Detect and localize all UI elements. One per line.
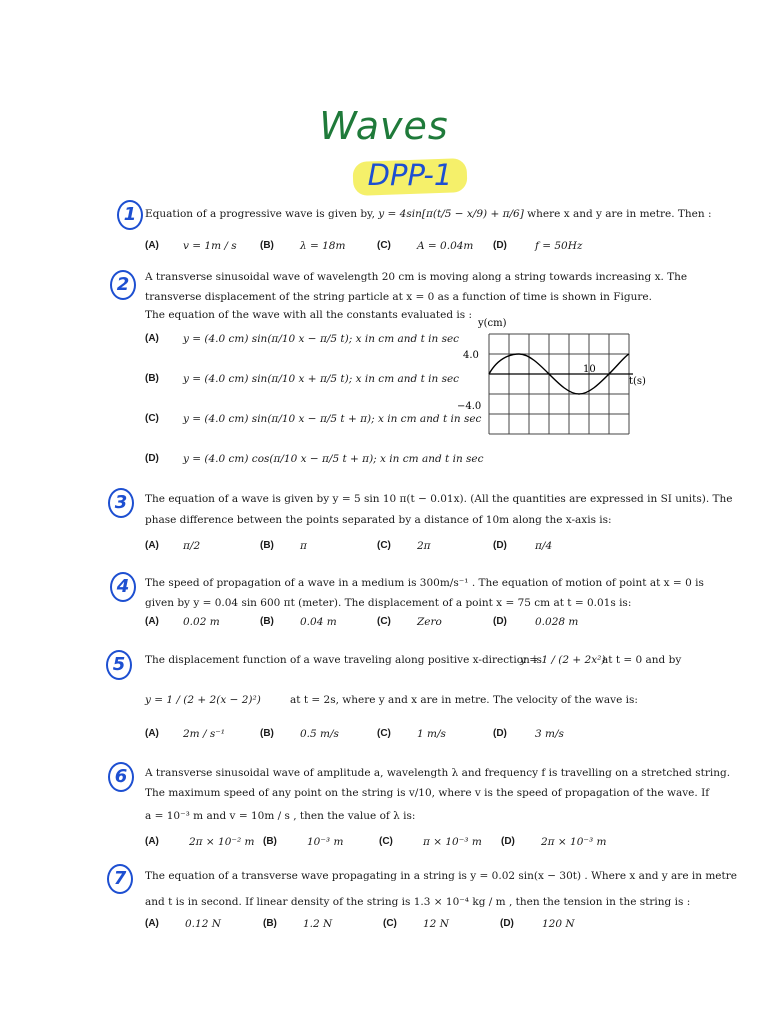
dpp-label: DPP-1 — [367, 158, 453, 192]
option-text: 120 N — [542, 918, 575, 930]
question-4-stem-line-1: The speed of propagation of a wave in a medium is 300m/s⁻¹ . The equation of motion of point at x = 0 is — [145, 577, 704, 589]
option-text: y = (4.0 cm) sin(π/10 x + π/5 t); x in cm and t in sec — [183, 373, 460, 385]
option-text: λ = 18m — [300, 240, 346, 252]
option-text: 0.028 m — [535, 616, 579, 628]
option-text: π/2 — [183, 540, 201, 552]
question-number-6: 6 — [108, 762, 134, 792]
question-6-stem-line-2: The maximum speed of any point on the string is v/10, where v is the speed of propagation of the wave. If — [145, 787, 710, 799]
option-text: 2π × 10⁻³ m — [541, 836, 607, 848]
option-text: 3 m/s — [535, 728, 564, 740]
option-label: (C) — [379, 836, 393, 847]
question-number-2: 2 — [110, 270, 136, 300]
option-label: (C) — [145, 413, 159, 424]
option-label: (B) — [260, 616, 274, 627]
option-text: 10⁻³ m — [307, 836, 344, 848]
option-label: (D) — [493, 240, 507, 251]
option-label: (A) — [145, 918, 159, 929]
graph-ytick-bottom: −4.0 — [457, 401, 482, 412]
graph-xtick: 10 — [583, 364, 596, 375]
question-5-stem-line-1 — [145, 653, 542, 667]
option-label: (B) — [263, 836, 277, 847]
page-title: Waves — [319, 104, 449, 148]
option-label: (B) — [263, 918, 277, 929]
question-6-stem-line-3: a = 10⁻³ m and v = 10m / s , then the value of λ is: — [145, 810, 416, 822]
displacement-time-graph — [455, 312, 655, 442]
graph-xlabel: t(s) — [629, 376, 646, 387]
q5-stem-mid: at t = 0 and by — [602, 654, 682, 666]
option-text: 1 m/s — [417, 728, 446, 740]
option-label: (C) — [377, 240, 391, 251]
option-label: (B) — [260, 540, 274, 551]
option-label: (D) — [145, 453, 159, 464]
option-text: 1.2 N — [303, 918, 333, 930]
option-label: (A) — [145, 616, 159, 627]
q1-stem-prefix: Equation of a progressive wave is given by, — [145, 208, 375, 220]
option-label: (C) — [377, 540, 391, 551]
question-5-options — [145, 728, 705, 742]
question-number-4: 4 — [110, 572, 136, 602]
question-3-stem-line-2: phase difference between the points separated by a distance of 10m along the x-axis is: — [145, 514, 612, 526]
question-7-options — [145, 918, 705, 932]
option-text: 2π — [417, 540, 431, 552]
option-label: (A) — [145, 240, 159, 251]
option-label: (B) — [260, 728, 274, 739]
question-number-1: 1 — [117, 200, 143, 230]
option-text: π/4 — [535, 540, 553, 552]
option-label: (C) — [377, 728, 391, 739]
q5-equation-2: y = 1 / (2 + 2(x − 2)²) — [145, 694, 261, 706]
option-text: 2π × 10⁻² m — [189, 836, 255, 848]
option-text: y = (4.0 cm) cos(π/10 x − π/5 t + π); x in cm and t in sec — [183, 453, 484, 465]
option-text: 0.02 m — [183, 616, 220, 628]
question-2-stem-line-3: The equation of the wave with all the constants evaluated is : — [145, 309, 473, 321]
option-text: y = (4.0 cm) sin(π/10 x − π/5 t); x in cm and t in sec — [183, 333, 460, 345]
question-7-stem-line-2: and t is in second. If linear density of the string is 1.3 × 10⁻⁴ kg / m , then the tension in the string is : — [145, 896, 691, 908]
option-label: (A) — [145, 728, 159, 739]
option-label: (B) — [145, 373, 159, 384]
option-text: v = 1m / s — [183, 240, 237, 252]
option-text: y = (4.0 cm) sin(π/10 x − π/5 t + π); x in cm and t in sec — [183, 413, 482, 425]
graph-ylabel: y(cm) — [478, 318, 507, 329]
question-6-stem-line-1: A transverse sinusoidal wave of amplitude a, wavelength λ and frequency f is travelling on a stretched string. — [145, 767, 731, 779]
question-2-stem-line-2: transverse displacement of the string particle at x = 0 as a function of time is shown in Figure. — [145, 291, 652, 303]
q5-stem-suffix: at t = 2s, where y and x are in metre. The velocity of the wave is: — [290, 694, 638, 706]
option-label: (C) — [377, 616, 391, 627]
question-2-stem-line-1: A transverse sinusoidal wave of wavelength 20 cm is moving along a string towards increasing x. The — [145, 271, 688, 283]
option-label: (A) — [145, 540, 159, 551]
option-label: (D) — [493, 616, 507, 627]
option-text: π × 10⁻³ m — [423, 836, 482, 848]
option-label: (A) — [145, 333, 159, 344]
question-4-options — [145, 616, 705, 630]
option-label: (A) — [145, 836, 159, 847]
question-number-5: 5 — [106, 650, 132, 680]
option-label: (D) — [501, 836, 515, 847]
question-number-3: 3 — [108, 488, 134, 518]
option-label: (D) — [493, 728, 507, 739]
option-text: 2m / s⁻¹ — [183, 728, 225, 740]
question-4-stem-line-2: given by y = 0.04 sin 600 πt (meter). The displacement of a point x = 75 cm at t = 0.01s is: — [145, 597, 632, 609]
option-label: (D) — [493, 540, 507, 551]
option-text: Zero — [417, 616, 442, 628]
graph-ytick-top: 4.0 — [463, 350, 479, 361]
option-text: 0.5 m/s — [300, 728, 339, 740]
option-text: 0.04 m — [300, 616, 337, 628]
option-label: (D) — [500, 918, 514, 929]
option-text: π — [300, 540, 307, 552]
question-1-options — [145, 240, 685, 254]
q5-equation-1: y = 1 / (2 + 2x²) — [520, 654, 606, 666]
question-6-options — [145, 836, 705, 850]
option-text: 0.12 N — [185, 918, 221, 930]
option-text: f = 50Hz — [535, 240, 583, 252]
question-3-stem-line-1: The equation of a wave is given by y = 5 sin 10 π(t − 0.01x). (All the quantities are expressed in SI units). The — [145, 493, 733, 505]
option-label: (B) — [260, 240, 274, 251]
option-text: 12 N — [423, 918, 449, 930]
question-1-stem — [145, 207, 712, 221]
question-3-options — [145, 538, 705, 558]
option-text: A = 0.04m — [417, 240, 474, 252]
question-7-stem-line-1: The equation of a transverse wave propagating in a string is y = 0.02 sin(x − 30t) . Where x and y are in metre — [145, 870, 737, 882]
question-number-7: 7 — [107, 864, 133, 894]
q5-stem-prefix: The displacement function of a wave traveling along positive x-direction is — [145, 654, 542, 666]
dpp-badge — [353, 158, 467, 194]
q1-stem-suffix: where x and y are in metre. Then : — [527, 208, 712, 220]
q1-equation: y = 4sin[π(t/5 − x/9) + π/6] — [378, 208, 524, 220]
option-label: (C) — [383, 918, 397, 929]
